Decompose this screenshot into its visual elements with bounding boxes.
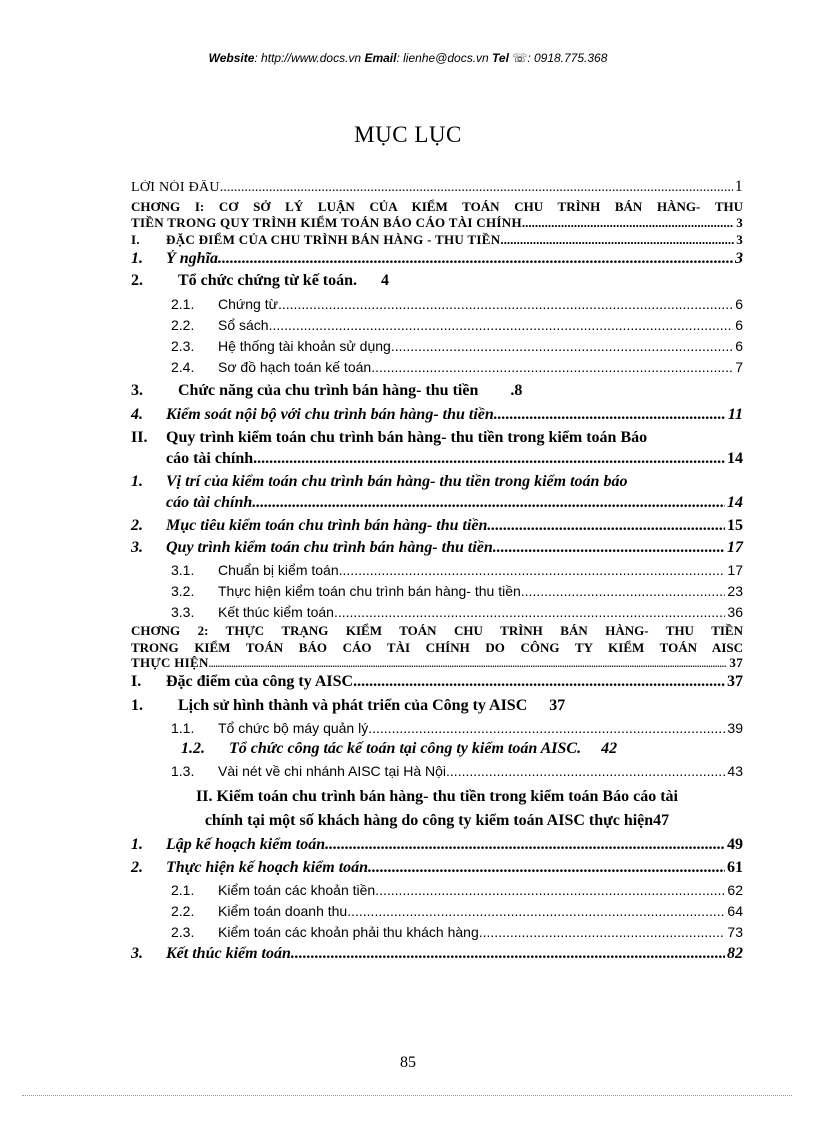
toc-entry-1-II-line-1[interactable] <box>131 429 743 447</box>
phone-icon: ☏ <box>512 51 528 65</box>
toc-entry-1-I-1[interactable] <box>131 250 743 268</box>
toc-number: 3.2. <box>171 583 195 599</box>
toc-number: 2.2. <box>171 903 195 919</box>
toc-label: Đặc điểm của công ty AISC <box>166 673 354 690</box>
toc-page: 47 <box>653 812 670 829</box>
toc-page: 36 <box>727 604 743 620</box>
toc-page: 3 <box>736 232 743 247</box>
email-value: : lienhe@docs.vn <box>396 51 489 65</box>
toc-page: 49 <box>727 836 743 853</box>
leader-dots <box>494 406 726 424</box>
toc-label: Lập kế hoạch kiểm toán <box>166 836 326 853</box>
leader-dots <box>220 180 733 196</box>
leader-dots <box>253 450 725 468</box>
toc-entry-2-I-1-2[interactable] <box>131 740 743 758</box>
toc-page: 43 <box>727 763 743 779</box>
tel-label: Tel <box>492 51 509 65</box>
toc-page: 37 <box>549 697 566 714</box>
toc-page: 6 <box>735 338 743 354</box>
toc-page: 6 <box>735 296 743 312</box>
toc-number: 1.3. <box>171 763 195 779</box>
toc-entry-intro[interactable] <box>131 178 743 196</box>
toc-label: cáo tài chính. <box>166 494 257 511</box>
leader-dots <box>446 763 725 779</box>
toc-number: 2.1. <box>171 882 195 898</box>
tel-value: : 0918.775.368 <box>527 51 608 65</box>
toc-label-line-2: chính tại một số khách hàng do công ty kiểm toán AISC thực hiện <box>204 812 654 829</box>
toc-page: 3 <box>736 215 743 230</box>
toc-number: 3.3. <box>171 604 195 620</box>
toc-entry-2-I-1-3[interactable] <box>131 763 743 779</box>
toc-number: 2.1. <box>171 296 195 312</box>
toc-number: 2. <box>131 859 143 876</box>
toc-entry-1-I-2[interactable] <box>131 272 743 290</box>
toc-entry-1-II[interactable] <box>131 450 743 468</box>
toc-number: 4. <box>131 406 143 423</box>
toc-entry-chapter-1[interactable] <box>131 215 743 231</box>
leader-dots <box>391 338 733 354</box>
toc-label: LỜI NÓI ĐẦU <box>131 180 220 195</box>
toc-number: 2.3. <box>171 338 195 354</box>
toc-number: 1. <box>131 250 143 267</box>
toc-entry-1-II-1-line-1[interactable] <box>131 473 743 491</box>
toc-label: TIỀN TRONG QUY TRÌNH KIỂM TOÁN BÁO CÁO TÀI CHÍNH <box>131 215 522 230</box>
leader-dots <box>368 859 725 877</box>
toc-entry-1-II-3-1[interactable] <box>131 562 743 578</box>
toc-number: 3. <box>131 945 143 962</box>
toc-entry-1-I[interactable] <box>131 232 743 248</box>
toc-page: 23 <box>727 583 743 599</box>
toc-page: 7 <box>735 359 743 375</box>
toc-label: Chức năng của chu trình bán hàng- thu tiền <box>178 382 479 399</box>
leader-dots <box>521 583 726 599</box>
toc-page: 39 <box>727 720 743 736</box>
table-of-contents <box>131 178 743 963</box>
toc-number: 2. <box>131 272 143 289</box>
toc-number: 2.2. <box>171 317 195 333</box>
leader-dots <box>493 539 725 557</box>
toc-page: 82 <box>727 945 743 962</box>
toc-label: Tổ chức bộ máy quản lý <box>218 720 369 736</box>
toc-page: 14 <box>727 494 743 511</box>
leader-dots <box>339 562 726 578</box>
toc-number: 1. <box>131 836 143 853</box>
toc-label: Quy trình kiểm toán chu trình bán hàng- thu tiền <box>166 539 493 556</box>
toc-entry-1-II-3-2[interactable] <box>131 583 743 599</box>
toc-page: 42 <box>601 740 618 757</box>
toc-label: Kiểm toán các khoản phải thu khách hàng <box>218 924 479 940</box>
toc-number: 1. <box>131 473 143 490</box>
leader-dots <box>347 903 725 919</box>
toc-page: 6 <box>735 317 743 333</box>
toc-label: cáo tài chính <box>166 450 254 467</box>
toc-entry-2-I-1-1[interactable] <box>131 720 743 736</box>
leader-dots <box>269 317 734 333</box>
leader-dots <box>522 215 734 231</box>
toc-entry-1-II-3[interactable] <box>131 539 743 557</box>
toc-number: 1. <box>131 697 143 714</box>
toc-number: 3.1. <box>171 562 195 578</box>
leader-dots <box>334 604 725 620</box>
leader-dots <box>500 232 734 248</box>
toc-label: Vị trí của kiểm toán chu trình bán hàng- thu tiền trong kiểm toán báo <box>166 473 628 490</box>
toc-entry-2-I[interactable] <box>131 673 743 691</box>
toc-label: Tổ chức công tác kế toán tại công ty kiểm toán AISC. <box>229 740 582 757</box>
toc-number: 2. <box>131 517 143 534</box>
toc-entry-1-I-3[interactable] <box>131 382 743 400</box>
toc-entry-2-II-2-2[interactable] <box>131 903 743 919</box>
toc-page: 17 <box>727 539 743 556</box>
toc-entry-2-II-1[interactable] <box>131 836 743 854</box>
toc-label: Kiểm toán các khoản tiền <box>218 882 376 898</box>
toc-label: Thực hiện kiểm toán chu trình bán hàng- thu tiền <box>218 583 521 599</box>
toc-entry-1-I-2-4[interactable] <box>131 359 743 375</box>
footer-divider <box>22 1095 792 1096</box>
toc-number: 1.1. <box>171 720 195 736</box>
leader-dots <box>375 882 725 898</box>
toc-entry-2-II[interactable] <box>131 785 743 833</box>
toc-label: Kiểm soát nội bộ với chu trình bán hàng- thu tiền <box>166 406 494 423</box>
page-number: 85 <box>400 1054 416 1071</box>
toc-page: 62 <box>727 882 743 898</box>
toc-label: THỰC HIỆN <box>131 656 209 670</box>
toc-label: Tổ chức chứng từ kế toán. <box>178 272 358 289</box>
leader-dots <box>278 296 733 312</box>
toc-page: 17 <box>727 562 743 578</box>
toc-label: Vài nét về chi nhánh AISC tại Hà Nội <box>218 763 447 779</box>
toc-entry-1-II-3-3[interactable] <box>131 604 743 620</box>
toc-page: 37 <box>727 673 743 690</box>
toc-page: 1 <box>734 178 743 195</box>
toc-number: 3. <box>131 539 143 556</box>
toc-entry-2-I-1[interactable] <box>131 697 743 715</box>
toc-number: II. <box>131 429 148 446</box>
toc-page: 73 <box>727 924 743 940</box>
toc-page: 61 <box>727 859 743 876</box>
email-label: Email <box>364 51 397 65</box>
toc-number: 3. <box>131 382 143 399</box>
toc-entry-chapter-2[interactable] <box>131 656 743 671</box>
website-label: Website <box>208 51 255 65</box>
toc-page: 37 <box>729 655 743 670</box>
leader-dots <box>209 657 728 671</box>
toc-label: Hệ thống tài khoản sử dụng <box>218 338 391 354</box>
toc-label: Mục tiêu kiểm toán chu trình bán hàng- thu tiền <box>166 517 488 534</box>
toc-label: Chứng từ <box>218 296 278 312</box>
toc-page: .8 <box>510 382 523 399</box>
toc-label: Thực hiện kế hoạch kiểm toán <box>166 859 369 876</box>
toc-page: 15 <box>727 517 743 534</box>
toc-label: Kết thúc kiểm toán <box>218 604 334 620</box>
leader-dots <box>353 673 725 691</box>
leader-dots <box>325 836 725 854</box>
toc-entry-1-I-2-1[interactable] <box>131 296 743 312</box>
toc-page: 64 <box>727 903 743 919</box>
toc-entry-1-I-2-3[interactable] <box>131 338 743 354</box>
toc-number: I. <box>131 673 142 690</box>
leader-dots <box>291 945 725 963</box>
toc-entry-1-I-4[interactable] <box>131 406 743 424</box>
toc-label: Sổ sách <box>218 317 269 333</box>
leader-dots <box>371 359 733 375</box>
toc-entry-2-II-2[interactable] <box>131 859 743 877</box>
leader-dots <box>368 720 725 736</box>
toc-entry-1-I-2-2[interactable] <box>131 317 743 333</box>
toc-label: Lịch sử hình thành và phát triển của Công ty AISC <box>178 697 528 714</box>
toc-entry-2-II-2-1[interactable] <box>131 882 743 898</box>
toc-page: 14 <box>727 450 743 467</box>
toc-page: 3 <box>735 250 743 267</box>
toc-number: 2.3. <box>171 924 195 940</box>
toc-number: I. <box>131 232 140 247</box>
toc-entry-2-II-3[interactable] <box>131 945 743 963</box>
toc-entry-chapter-1-line-1[interactable]: CHƠNG I: CƠ SỞ LÝ LUẬN CỦA KIỂM TOÁN CHU TRÌNH BÁN HÀNG- THU <box>131 199 743 214</box>
toc-label: ĐẶC ĐIỂM CỦA CHU TRÌNH BÁN HÀNG - THU TIỀN <box>166 232 501 247</box>
toc-entry-2-II-2-3[interactable] <box>131 924 743 940</box>
page-header <box>0 51 816 65</box>
website-value: : http://www.docs.vn <box>254 51 362 65</box>
toc-label: Kết thúc kiểm toán <box>166 945 291 962</box>
leader-dots <box>218 250 733 268</box>
toc-page: 11 <box>727 406 743 423</box>
toc-label: Quy trình kiểm toán chu trình bán hàng- thu tiền trong kiểm toán Báo <box>166 429 648 446</box>
toc-entry-1-II-1[interactable] <box>131 494 743 512</box>
toc-entry-1-II-2[interactable] <box>131 517 743 535</box>
toc-label: Sơ đồ hạch toán kế toán <box>218 359 372 375</box>
leader-dots <box>487 517 725 535</box>
toc-number: 1.2. <box>181 740 205 757</box>
toc-label-line-1: II. Kiểm toán chu trình bán hàng- thu tiền trong kiểm toán Báo cáo tài <box>196 788 678 805</box>
toc-number: 2.4. <box>171 359 195 375</box>
toc-label: Kiểm toán doanh thu <box>218 903 348 919</box>
leader-dots <box>479 924 726 940</box>
page-title: MỤC LỤC <box>354 122 462 147</box>
toc-entry-chapter-2-line-2[interactable]: TRONG KIỂM TOÁN BÁO CÁO TÀI CHÍNH DO CÔNG TY KIỂM TOÁN AISC <box>131 640 743 655</box>
toc-label: Chuẩn bị kiểm toán <box>218 562 339 578</box>
leader-dots <box>256 494 725 512</box>
toc-entry-chapter-2-line-1[interactable]: CHƠNG 2: THỰC TRẠNG KIỂM TOÁN CHU TRÌNH BÁN HÀNG- THU TIỀN <box>131 623 743 638</box>
toc-label: Ý nghĩa <box>166 250 219 267</box>
toc-page: 4 <box>381 272 390 289</box>
